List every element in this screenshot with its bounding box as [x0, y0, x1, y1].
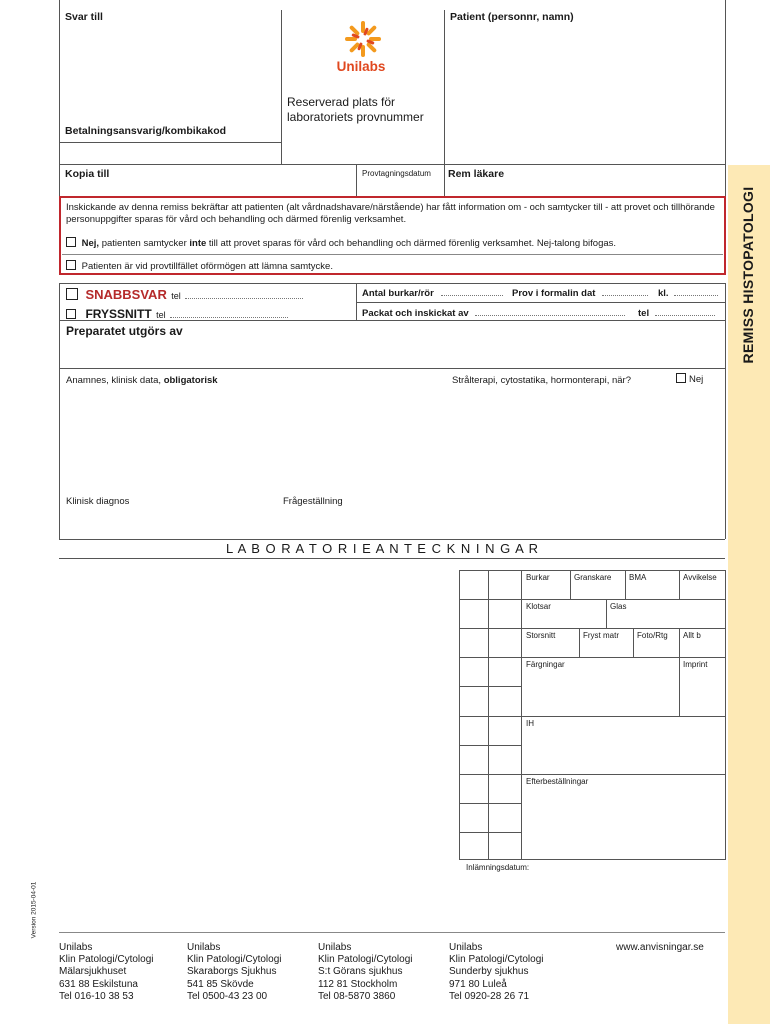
formalin-field[interactable]	[602, 288, 648, 296]
footer-2-name: Unilabs	[187, 942, 221, 953]
lab-glas: Glas	[610, 602, 627, 611]
lab-avvikelse: Avvikelse	[683, 573, 717, 582]
footer-1-dept: Klin Patologi/Cytologi	[59, 954, 154, 966]
provtagning-label: Provtagningsdatum	[362, 169, 431, 178]
lab-foto: Foto/Rtg	[637, 631, 668, 640]
consent-intro: Inskickande av denna remiss bekräftar att patienten (alt vårdnadshavare/närstående) har fått information om - och samtycker till - att provet och tillhörande personuppgifter sparas för vård och behandling och därmed förenlig verksamhet.	[66, 202, 715, 225]
footer-col-2	[187, 942, 282, 1003]
footer-3-postal: 112 81 Stockholm	[318, 978, 398, 990]
diagnos-label: Klinisk diagnos	[66, 496, 130, 507]
lab-inlamning: Inlämningsdatum:	[466, 863, 530, 872]
packat-row	[362, 308, 625, 319]
consent-no-text-a: patienten samtycker	[99, 238, 190, 249]
lab-bma: BMA	[629, 573, 647, 582]
footer-col-1	[59, 942, 154, 1003]
stral-label: Strålterapi, cytostatika, hormonterapi, när?	[452, 375, 632, 386]
fragestallning-label: Frågeställning	[283, 496, 343, 507]
version-wrap	[28, 870, 40, 950]
antal-label: Antal burkar/rör	[362, 288, 434, 299]
footer-4-name: Unilabs	[449, 942, 483, 953]
lab-ih: IH	[526, 719, 534, 728]
kopia-label: Kopia till	[65, 168, 110, 180]
kl-field[interactable]	[674, 288, 718, 296]
snabbsvar-tel-label: tel	[171, 291, 181, 301]
fryssnitt-label: FRYSSNITT	[85, 307, 152, 321]
lab-grid	[459, 570, 726, 860]
anamnes-label-b: obligatorisk	[163, 375, 218, 386]
footer-3-hospital: S:t Görans sjukhus	[318, 966, 403, 978]
anamnes-label-a: Anamnes, klinisk data,	[66, 375, 164, 386]
consent-no-bold: Nej,	[81, 238, 100, 249]
formalin-row	[512, 288, 648, 299]
lab-storsnitt: Storsnitt	[526, 631, 556, 640]
snabbsvar-tel-field[interactable]	[185, 291, 303, 299]
lab-title: L A B O R A T O R I E A N T E C K N I N G A R	[226, 541, 540, 556]
lab-fargningar: Färgningar	[526, 660, 565, 669]
consent-no-text-b: till att provet sparas för vård och behandling och därmed förenlig verksamhet. Nej-talong bifogas.	[206, 238, 617, 249]
footer-2-dept: Klin Patologi/Cytologi	[187, 954, 282, 966]
rem-lakare-label: Rem läkare	[448, 168, 505, 180]
formalin-label: Prov i formalin dat	[512, 288, 596, 299]
consent-no-inte: inte	[189, 238, 207, 249]
fryssnitt-row	[66, 305, 288, 323]
snabbsvar-row	[66, 286, 303, 304]
footer-4-dept: Klin Patologi/Cytologi	[449, 954, 544, 966]
footer-1-name: Unilabs	[59, 942, 93, 953]
footer-3-tel: Tel 08-5870 3860	[318, 990, 396, 1002]
svar-till-label: Svar till	[65, 11, 103, 23]
consent-no-checkbox[interactable]	[66, 237, 76, 247]
anamnes-label	[66, 375, 218, 386]
nej-label: Nej	[689, 374, 704, 385]
footer-col-3	[318, 942, 413, 1003]
tel2-row	[638, 308, 715, 319]
footer-2-tel: Tel 0500-43 23 00	[187, 990, 268, 1002]
footer-2-postal: 541 85 Skövde	[187, 978, 254, 990]
consent-unable-checkbox[interactable]	[66, 260, 76, 270]
nej-row	[676, 373, 703, 385]
footer-col-4	[449, 942, 544, 1003]
packat-field[interactable]	[475, 308, 625, 316]
side-title-text: REMISS HISTOPATOLOGI	[740, 186, 756, 364]
fryssnitt-tel-label: tel	[156, 310, 166, 320]
footer-3-dept: Klin Patologi/Cytologi	[318, 954, 413, 966]
antal-field[interactable]	[441, 288, 503, 296]
packat-tel-label: tel	[638, 308, 650, 319]
packat-tel-field[interactable]	[655, 308, 715, 316]
footer-1-tel: Tel 016-10 38 53	[59, 990, 134, 1002]
lab-granskare: Granskare	[574, 573, 612, 582]
kl-row	[658, 288, 718, 299]
preparat-label: Preparatet utgörs av	[66, 324, 183, 338]
fryssnitt-tel-field[interactable]	[170, 310, 288, 318]
footer-1-hospital: Mälarsjukhuset	[59, 966, 127, 978]
lab-klotsar: Klotsar	[526, 602, 551, 611]
lab-allt: Allt b	[683, 631, 701, 640]
footer-3-name: Unilabs	[318, 942, 352, 953]
footer-2-hospital: Skaraborgs Sjukhus	[187, 966, 277, 978]
consent-unable-text: Patienten är vid provtillfället oförmögen att lämna samtycke.	[81, 261, 333, 272]
snabbsvar-checkbox[interactable]	[66, 288, 78, 300]
side-title	[734, 185, 762, 365]
footer-4-tel: Tel 0920-28 26 71	[449, 990, 530, 1002]
snabbsvar-label: SNABBSVAR	[85, 287, 167, 302]
unilabs-wordmark: Unilabs	[336, 59, 386, 74]
betalning-label: Betalningsansvarig/kombikakod	[65, 125, 227, 137]
version-text: Version 2015-04-01	[30, 881, 38, 939]
consent-no-row	[66, 237, 616, 249]
footer-4-hospital: Sunderby sjukhus	[449, 966, 529, 978]
lab-efterbest: Efterbeställningar	[526, 777, 589, 786]
nej-checkbox[interactable]	[676, 373, 686, 383]
fryssnitt-checkbox[interactable]	[66, 309, 76, 319]
lab-imprint: Imprint	[683, 660, 708, 669]
packat-label: Packat och inskickat av	[362, 308, 469, 319]
footer-1-postal: 631 88 Eskilstuna	[59, 978, 138, 990]
patient-label: Patient (personnr, namn)	[450, 11, 574, 23]
kl-label: kl.	[658, 288, 669, 299]
consent-unable-row	[66, 260, 333, 272]
lab-burkar: Burkar	[526, 573, 550, 582]
antal-row	[362, 288, 503, 299]
lab-fryst: Fryst matr	[583, 631, 619, 640]
website-link[interactable]: www.anvisningar.se	[616, 942, 704, 953]
footer-4-postal: 971 80 Luleå	[449, 978, 507, 990]
reserved-text: Reserverad plats för laboratoriets provnummer	[287, 95, 424, 124]
